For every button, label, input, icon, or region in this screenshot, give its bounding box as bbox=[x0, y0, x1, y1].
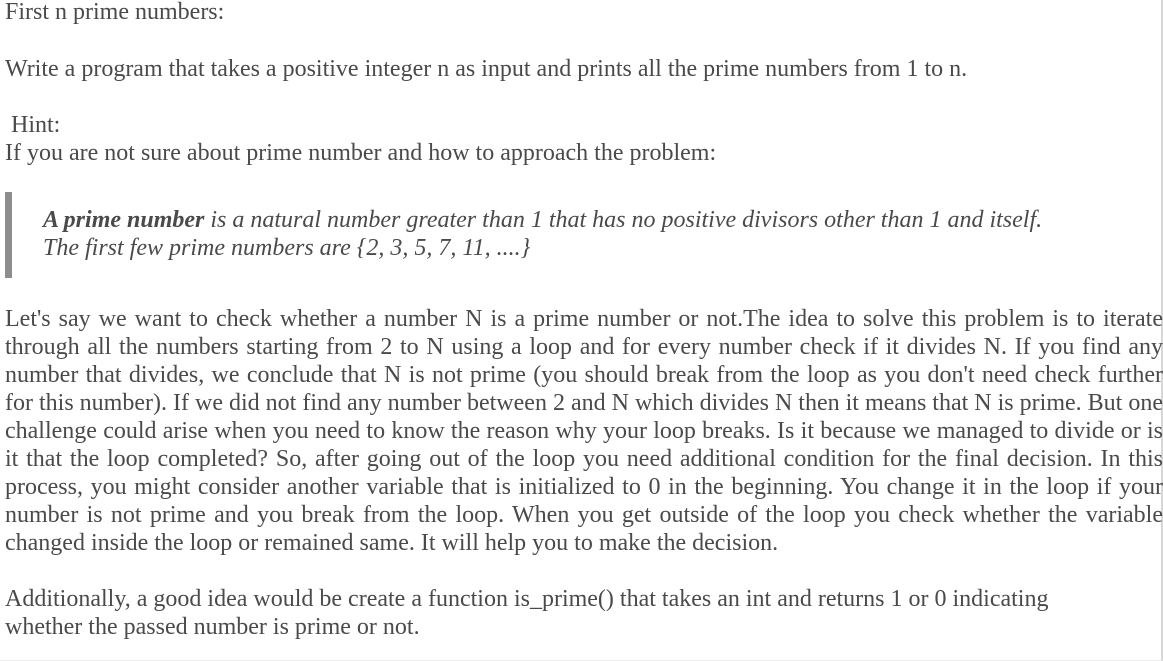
problem-statement: Write a program that takes a positive integer n as input and prints all the prime numbers from 1 to n. bbox=[5, 56, 968, 82]
blockquote-bar bbox=[5, 192, 12, 278]
prime-examples: The first few prime numbers are {2, 3, 5, 7, 11, ....} bbox=[43, 235, 531, 261]
problem-title: First n prime numbers: bbox=[5, 0, 225, 25]
hint-intro: If you are not sure about prime number and how to approach the problem: bbox=[5, 140, 717, 166]
hint-label: Hint: bbox=[11, 112, 61, 138]
prime-definition-blockquote bbox=[5, 192, 1125, 278]
blockquote-text bbox=[43, 206, 1042, 262]
prime-number-term: A prime number bbox=[43, 207, 205, 233]
explanation-paragraph: Let's say we want to check whether a number N is a prime number or not.The idea to solve this problem is to iterate through all the numbers starting from 2 to N using a loop and for every number check if it divides N. If you find any number that divides, we conclude that N is not prime (you should break from the loop as you don't need check further for this number). If we did not find any number between 2 and N which divides N then it means that N is prime. But one challenge could arise when you need to know the reason why your loop breaks. Is it because we managed to divide or is it that the loop completed? So, after going out of the loop you need additional condition for the final decision. In this process, you might consider another variable that is initialized to 0 in the beginning. You change it in the loop if your number is not prime and you break from the loop. When you get outside of the loop you check whether the variable changed inside the loop or remained same. It will help you to make the decision. bbox=[5, 306, 1163, 556]
prime-definition: is a natural number greater than 1 that has no positive divisors other than 1 and itself. bbox=[204, 207, 1043, 233]
additional-paragraph: Additionally, a good idea would be create a function is_prime() that takes an int and returns 1 or 0 indicating whether the passed number is prime or not. bbox=[5, 586, 1049, 640]
